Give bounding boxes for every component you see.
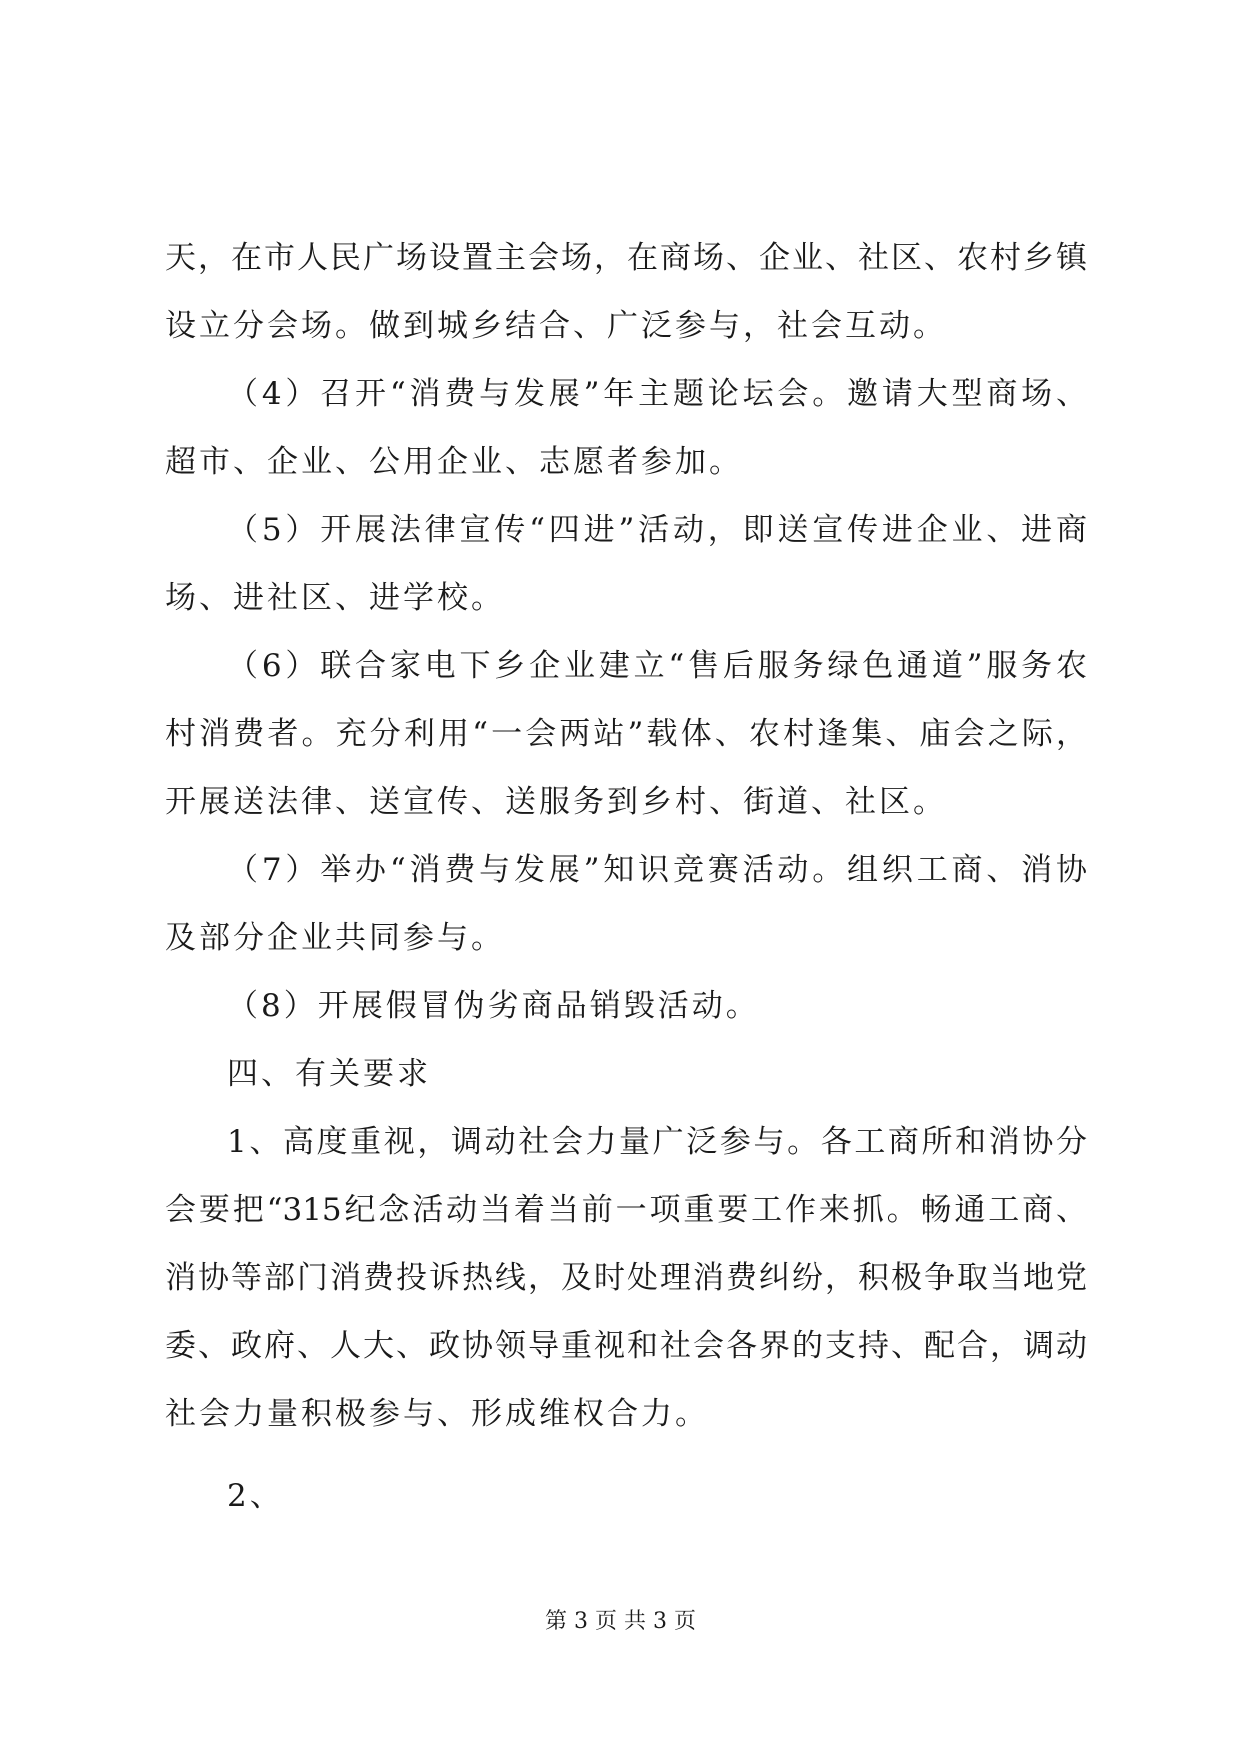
text-line: （4）召开“消费与发展”年主题论坛会。邀请大型商场、	[227, 376, 1087, 412]
text-line: 设立分会场。做到城乡结合、广泛参与，社会互动。	[165, 308, 947, 344]
page-footer: 第 3 页 共 3 页	[545, 1609, 696, 1634]
text-line: 场、进社区、进学校。	[165, 580, 505, 616]
text-line: 2、	[227, 1478, 284, 1514]
text-line: 开展送法律、送宣传、送服务到乡村、街道、社区。	[165, 784, 947, 820]
text-line: （5）开展法律宣传“四进”活动，即送宣传进企业、进商	[227, 512, 1087, 548]
text-line: 天，在市人民广场设置主会场，在商场、企业、社区、农村乡镇	[165, 240, 1087, 276]
text-line: 委、政府、人大、政协领导重视和社会各界的支持、配合，调动	[165, 1328, 1087, 1364]
text-line: （7）举办“消费与发展”知识竞赛活动。组织工商、消协	[227, 852, 1087, 888]
text-line: 1、高度重视，调动社会力量广泛参与。各工商所和消协分	[227, 1124, 1087, 1160]
text-line: 及部分企业共同参与。	[165, 920, 505, 956]
text-line: （6）联合家电下乡企业建立“售后服务绿色通道”服务农	[227, 648, 1087, 684]
text-line: 会要把“315纪念活动当着当前一项重要工作来抓。畅通工商、	[165, 1192, 1087, 1228]
section-heading: 四、有关要求	[227, 1056, 431, 1092]
document-body	[165, 224, 1087, 1530]
text-line: 超市、企业、公用企业、志愿者参加。	[165, 444, 743, 480]
text-line: 消协等部门消费投诉热线，及时处理消费纠纷，积极争取当地党	[165, 1260, 1087, 1296]
text-line: 村消费者。充分利用“一会两站”载体、农村逢集、庙会之际，	[165, 716, 1087, 752]
text-line: 社会力量积极参与、形成维权合力。	[165, 1396, 709, 1432]
text-line: （8）开展假冒伪劣商品销毁活动。	[227, 988, 760, 1024]
